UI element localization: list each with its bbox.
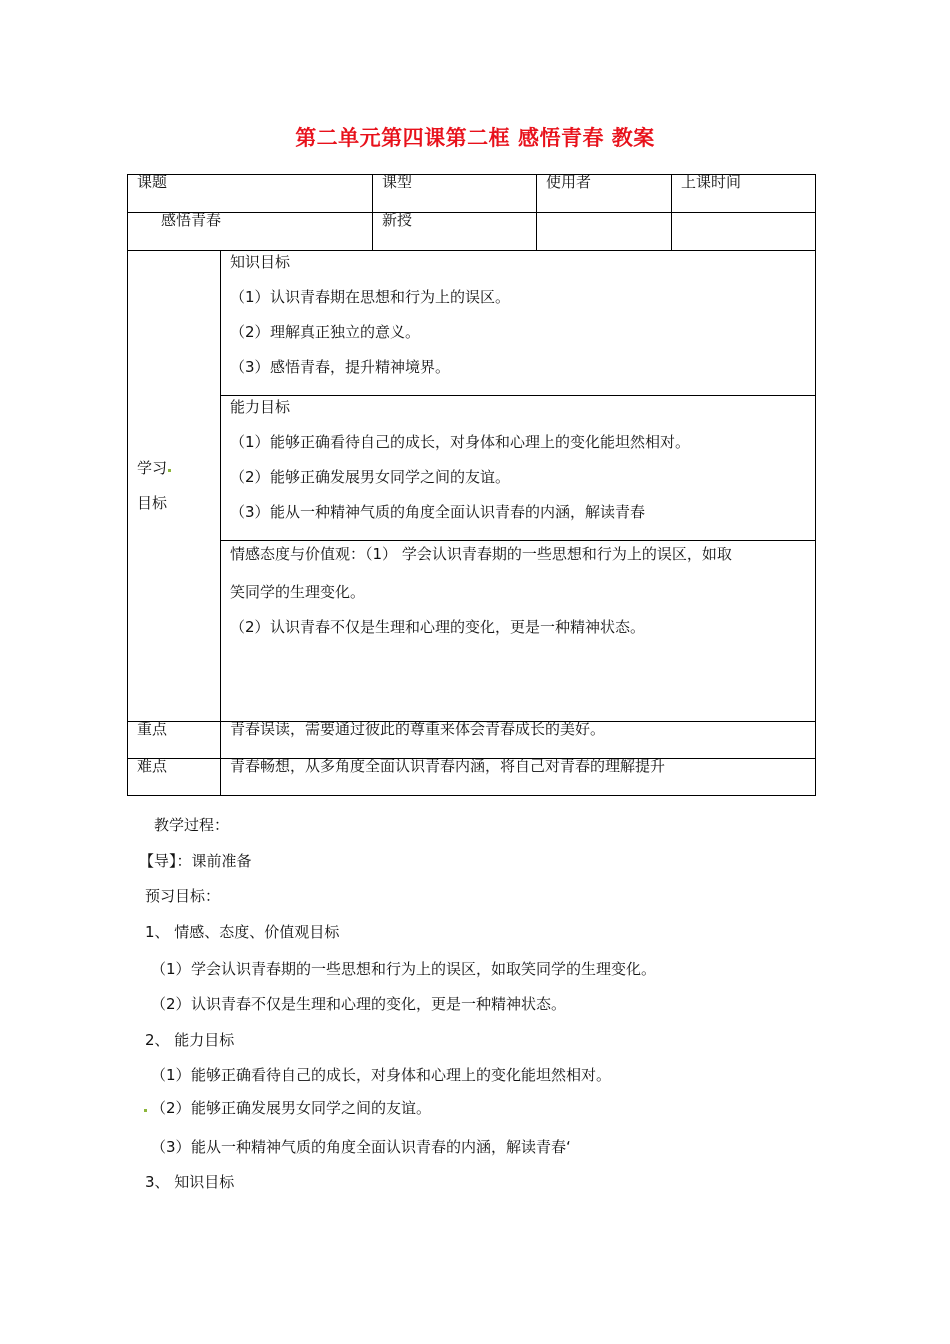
- type-value: 新授: [373, 213, 537, 251]
- header-user: 使用者: [537, 175, 672, 213]
- table-header-row: [128, 175, 816, 213]
- list-item: （2）理解真正独立的意义。: [230, 323, 421, 341]
- header-type: 课型: [373, 175, 537, 213]
- key-point-label: 重点: [128, 722, 221, 759]
- list-item: （3）能从一种精神气质的角度全面认识青春的内涵，解读青春‘: [151, 1138, 571, 1156]
- emotion-objectives-row: [128, 541, 816, 722]
- ability-heading: 能力目标: [230, 398, 291, 416]
- list-item: （3）感悟青春，提升精神境界。: [230, 358, 451, 376]
- section-1-heading: 1、 情感、态度、价值观目标: [145, 923, 340, 941]
- difficulty-text: 青春畅想，从多角度全面认识青春内涵，将自己对青春的理解提升: [221, 759, 816, 796]
- preview-heading: 预习目标：: [145, 887, 221, 905]
- knowledge-heading: 知识目标: [230, 253, 291, 271]
- list-item: （1）能够正确看待自己的成长，对身体和心理上的变化能坦然相对。: [151, 1066, 612, 1084]
- difficulty-row: [128, 759, 816, 796]
- decorative-dot: [168, 469, 171, 472]
- list-item: （2）能够正确发展男女同学之间的友谊。: [230, 468, 511, 486]
- key-point-text: 青春误读，需要通过彼此的尊重来体会青春成长的美好。: [221, 722, 816, 759]
- header-topic: 课题: [128, 175, 373, 213]
- user-value: [537, 213, 672, 251]
- list-item: （1）能够正确看待自己的成长，对身体和心理上的变化能坦然相对。: [230, 433, 691, 451]
- list-item: （3）能从一种精神气质的角度全面认识青春的内涵，解读青春: [230, 503, 646, 521]
- ability-objectives-cell: [221, 396, 816, 541]
- process-heading: 教学过程：: [154, 816, 230, 834]
- list-item: （2）认识青春不仅是生理和心理的变化，更是一种精神状态。: [151, 995, 567, 1013]
- emotion-line-2: 笑同学的生理变化。: [230, 583, 366, 601]
- lesson-plan-table: [127, 174, 816, 796]
- table-info-row: [128, 213, 816, 251]
- decorative-dot: [144, 1109, 147, 1112]
- list-item: （2）能够正确发展男女同学之间的友谊。: [143, 1097, 431, 1118]
- difficulty-label: 难点: [128, 759, 221, 796]
- guide-heading: 【导】：课前准备: [139, 852, 252, 870]
- topic-value: 感悟青春: [128, 213, 373, 251]
- knowledge-objectives-cell: [221, 251, 816, 396]
- ability-objectives-row: [128, 396, 816, 541]
- key-point-row: [128, 722, 816, 759]
- emotion-line-1: 情感态度与价值观：（1） 学会认识青春期的一些思想和行为上的误区，如取: [230, 545, 732, 563]
- section-3-heading: 3、 知识目标: [145, 1173, 235, 1191]
- time-value: [672, 213, 816, 251]
- objectives-label: 学习 目标: [128, 251, 221, 722]
- document-title: 第二单元第四课第二框 感悟青春 教案: [295, 126, 655, 150]
- list-item: （1）学会认识青春期的一些思想和行为上的误区，如取笑同学的生理变化。: [151, 960, 657, 978]
- list-item: （2）认识青春不仅是生理和心理的变化，更是一种精神状态。: [230, 618, 646, 636]
- emotion-objectives-cell: [221, 541, 816, 722]
- section-2-heading: 2、 能力目标: [145, 1031, 235, 1049]
- list-item: （1）认识青春期在思想和行为上的误区。: [230, 288, 511, 306]
- knowledge-objectives-row: [128, 251, 816, 396]
- header-time: 上课时间: [672, 175, 816, 213]
